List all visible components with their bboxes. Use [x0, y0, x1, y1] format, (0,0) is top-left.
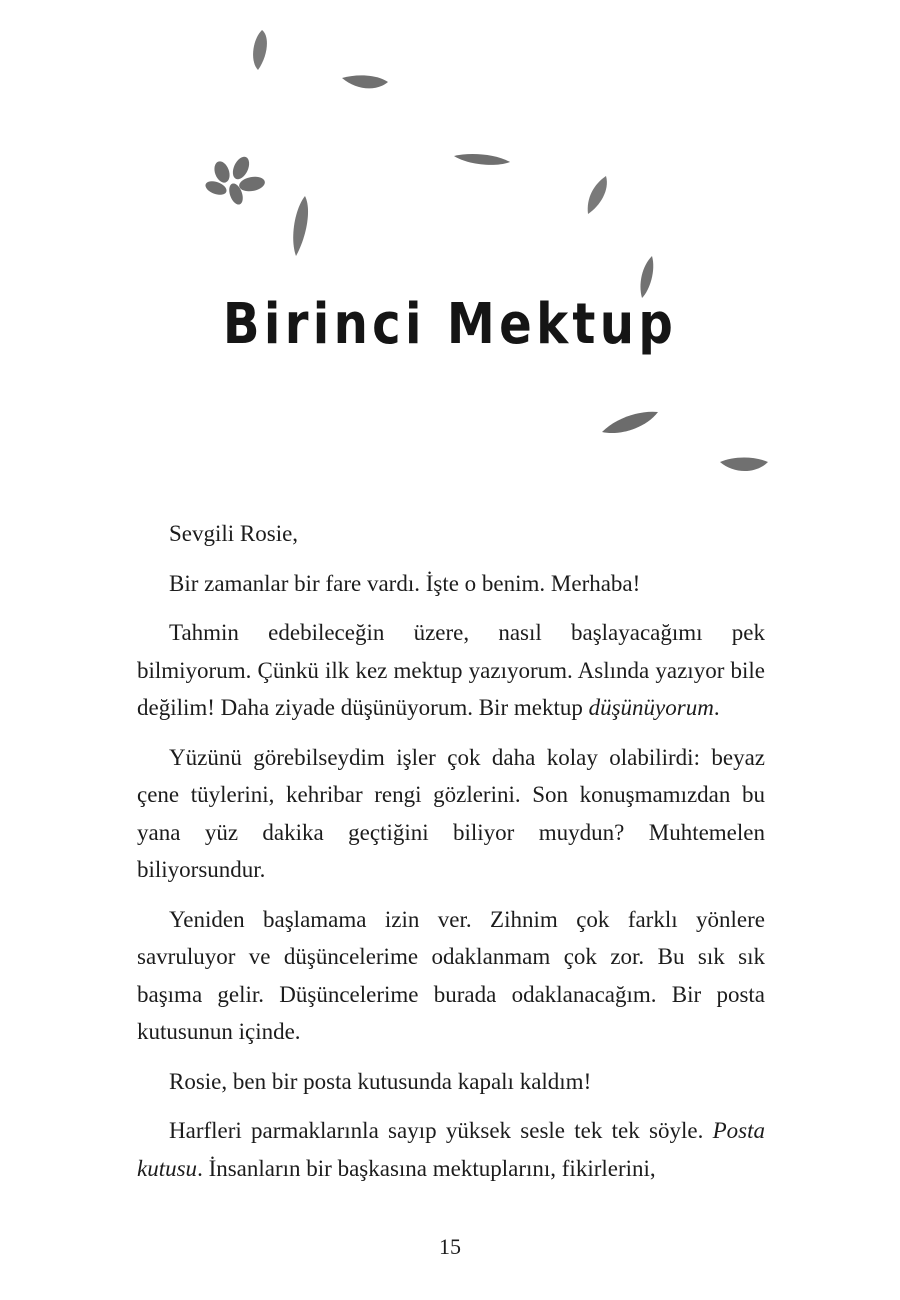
leaf-icon: [293, 196, 308, 256]
emphasis-text: düşünüyorum: [588, 695, 714, 720]
emphasis-text: Posta kutusu: [137, 1118, 765, 1181]
paragraph-text: Tahmin edebileceğin üzere, nasıl başlayacağımı pek bilmiyorum. Çünkü ilk kez mektup yazıyorum. Aslında yazıyor bile değilim! Daha ziyade düşünüyorum. Bir mektup: [137, 620, 765, 720]
flower-icon: [204, 154, 266, 206]
paragraph: [137, 1112, 765, 1187]
paragraph: Yeniden başlamama izin ver. Zihnim çok farklı yönlere savruluyor ve düşüncelerime odaklanmam çok zor. Bu sık sık başıma gelir. Düşüncelerime burada odaklanacağım. Bir posta kutusunun içinde.: [137, 906, 765, 1044]
paragraph: [137, 614, 765, 727]
paragraph: Bir zamanlar bir fare vardı. İşte o benim. Merhaba!: [169, 570, 641, 596]
leaf-icon: [588, 176, 607, 214]
paragraph: Rosie, ben bir posta kutusunda kapalı kaldım!: [169, 1068, 592, 1094]
leaf-icon: [342, 75, 388, 88]
salutation: Sevgili Rosie,: [169, 521, 299, 546]
leaf-icon: [454, 154, 510, 165]
chapter-title: Birinci Mektup: [222, 292, 678, 357]
paragraph-text: . İnsanların bir başkasına mektuplarını, fikirlerini,: [197, 1155, 656, 1181]
paragraph-text: Harfleri parmaklarınla sayıp yüksek sesle tek tek söyle.: [169, 1118, 713, 1143]
falling-leaves-decoration: [0, 0, 900, 520]
paragraph-text: .: [713, 695, 720, 720]
leaf-icon: [720, 458, 768, 472]
page-number: 15: [439, 1234, 461, 1259]
leaf-icon: [253, 30, 267, 70]
letter-body: [137, 515, 765, 1199]
leaf-icon: [602, 412, 658, 433]
paragraph: Yüzünü görebilseydim işler çok daha kolay olabilirdi: beyaz çene tüylerini, kehribar rengi gözlerini. Son konuşmamızdan bu yana yüz dakika geçtiğini biliyor muydun? Muhtemelen biliyorsundur.: [137, 744, 765, 882]
